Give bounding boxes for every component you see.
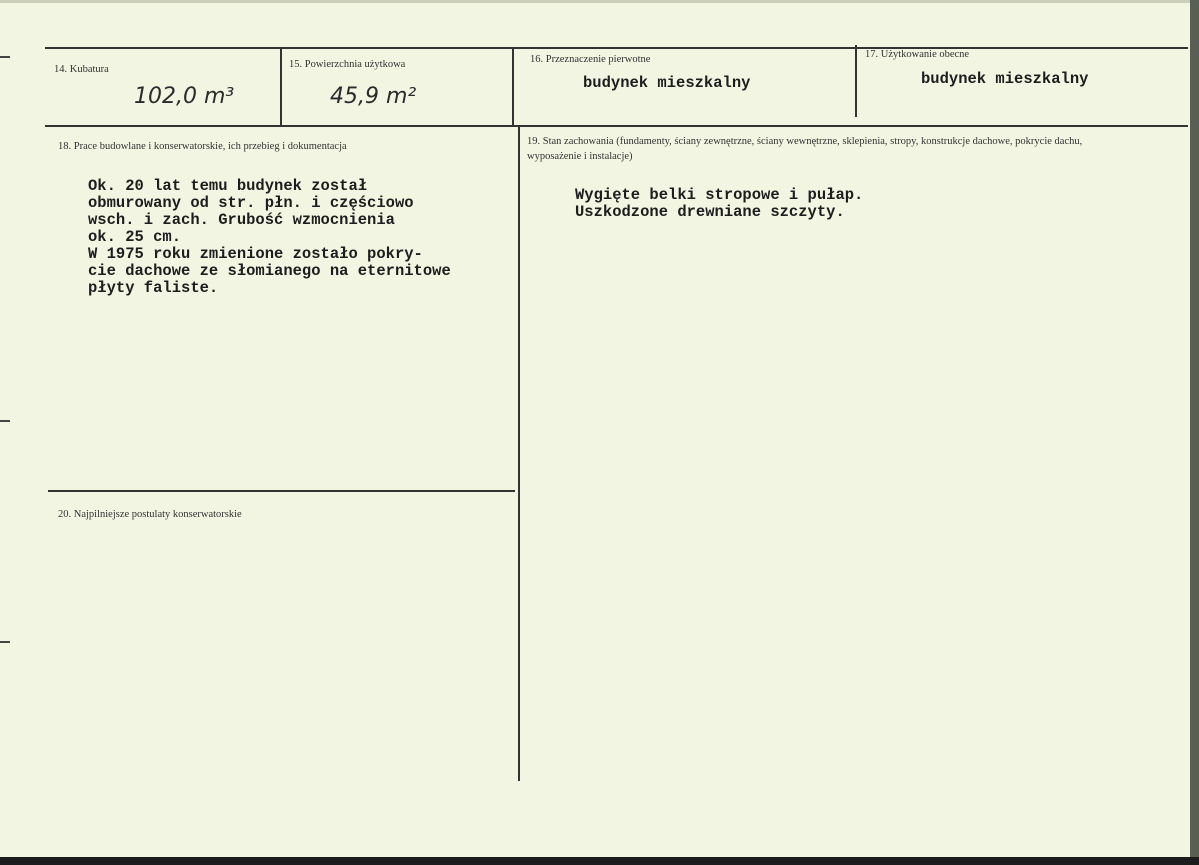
column-divider [518,126,520,781]
column-divider [280,48,282,126]
field-15-value: 45,9 m² [330,84,417,109]
margin-tick [0,641,10,643]
section-20-rule [48,490,515,492]
field-18-label: 18. Prace budowlane i konserwatorskie, ich przebieg i dokumentacja [58,141,347,152]
field-19-label: 19. Stan zachowania (fundamenty, ściany zewnętrzne, ściany wewnętrzne, sklepienia, stropy, konstrukcje dachowe, pokrycie dachu, wyposażenie i instalacje) [527,136,1083,162]
field-17-label: 17. Użytkowanie obecne [865,49,970,60]
card-top-edge [0,0,1190,3]
field-16-value: budynek mieszkalny [583,74,751,92]
field-15-label: 15. Powierzchnia użytkowa [289,59,406,70]
field-19-value: Wygięte belki stropowe i pułap. Uszkodzone drewniane szczyty. [575,186,864,221]
column-divider [855,45,857,117]
field-17-value: budynek mieszkalny [921,70,1089,88]
field-16-label: 16. Przeznaczenie pierwotne [530,54,651,65]
field-20-label: 20. Najpilniejsze postulaty konserwatorskie [58,509,242,520]
scan-right-edge [1190,0,1199,865]
margin-tick [0,56,10,58]
scan-bottom-edge [0,857,1199,865]
column-divider [512,48,514,126]
row-top-rule [45,47,1188,49]
row-middle-rule [45,125,1188,127]
field-14-value: 102,0 m³ [134,84,235,109]
field-14-label: 14. Kubatura [54,64,109,75]
field-18-value: Ok. 20 lat temu budynek został obmurowany od str. płn. i częściowo wsch. i zach. Grubość wzmocnienia ok. 25 cm. W 1975 roku zmienione zostało pokry- cie dachowe ze słomianego na eternitowe płyty faliste. [88,177,451,297]
margin-tick [0,420,10,422]
